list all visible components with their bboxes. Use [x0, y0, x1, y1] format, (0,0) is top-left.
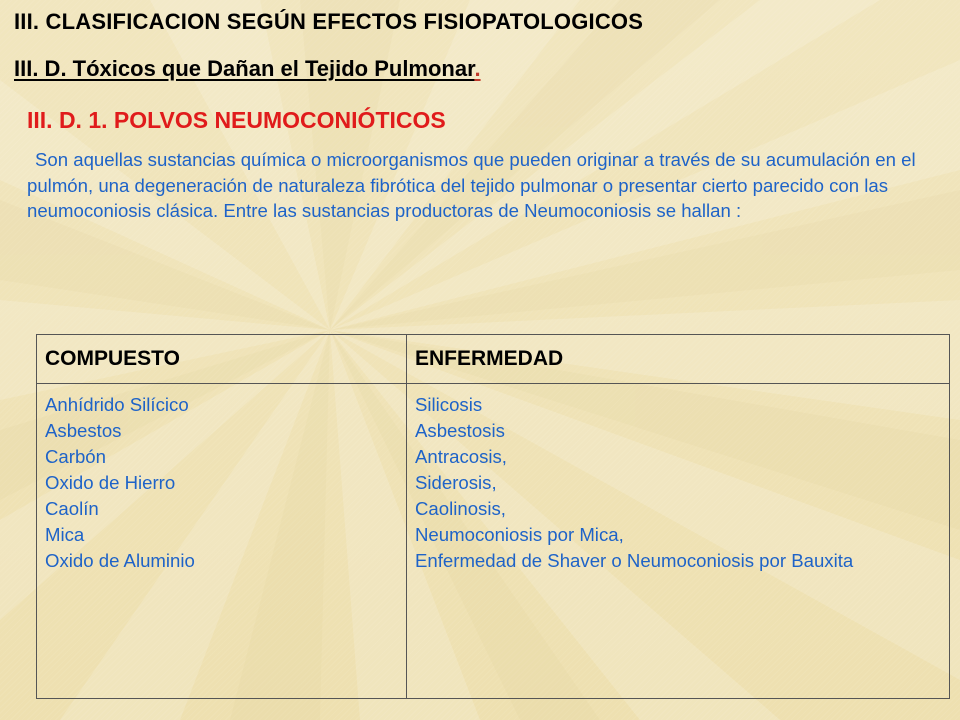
subsection-title-dot: . [474, 56, 481, 81]
header-enfermedad: ENFERMEDAD [407, 335, 950, 384]
compuesto-item: Oxido de Aluminio [45, 550, 195, 571]
compuesto-item: Carbón [45, 446, 106, 467]
enfermedad-item: Siderosis, [415, 472, 497, 493]
enfermedad-item: Antracosis, [415, 446, 507, 467]
compuestos-cell [37, 384, 407, 699]
subsection-title [14, 53, 481, 85]
table-header-row [37, 335, 950, 384]
subsection-title-text: III. D. Tóxicos que Dañan el Tejido Pulmonar [14, 56, 475, 81]
compuesto-item: Caolín [45, 498, 99, 519]
enfermedades-cell [407, 384, 950, 699]
table-row [37, 384, 950, 699]
compuesto-item: Mica [45, 524, 85, 545]
enfermedad-item: Enfermedad de Shaver o Neumoconiosis por Bauxita [415, 550, 854, 571]
enfermedad-item: Neumoconiosis por Mica, [415, 524, 624, 545]
enfermedad-item: Asbestosis [415, 420, 505, 441]
header-compuesto: COMPUESTO [37, 335, 407, 384]
compuesto-item: Oxido de Hierro [45, 472, 176, 493]
enfermedad-item: Silicosis [415, 394, 483, 415]
section-title: III. CLASIFICACION SEGÚN EFECTOS FISIOPATOLOGICOS [14, 9, 644, 34]
enfermedad-item: Caolinosis, [415, 498, 506, 519]
substances-table [36, 334, 950, 699]
compuesto-item: Anhídrido Silícico [45, 394, 189, 415]
topic-heading: III. D. 1. POLVOS NEUMOCONIÓTICOS [27, 107, 446, 133]
intro-paragraph: Son aquellas sustancias química o microorganismos que pueden originar a través de su acumulación en el pulmón, una degeneración de naturaleza fibrótica del tejido pulmonar o presentar cierto parecido con las neumoconiosis clásica. Entre las sustancias productoras de Neumoconiosis se hallan : [27, 149, 916, 221]
compuesto-item: Asbestos [45, 420, 122, 441]
